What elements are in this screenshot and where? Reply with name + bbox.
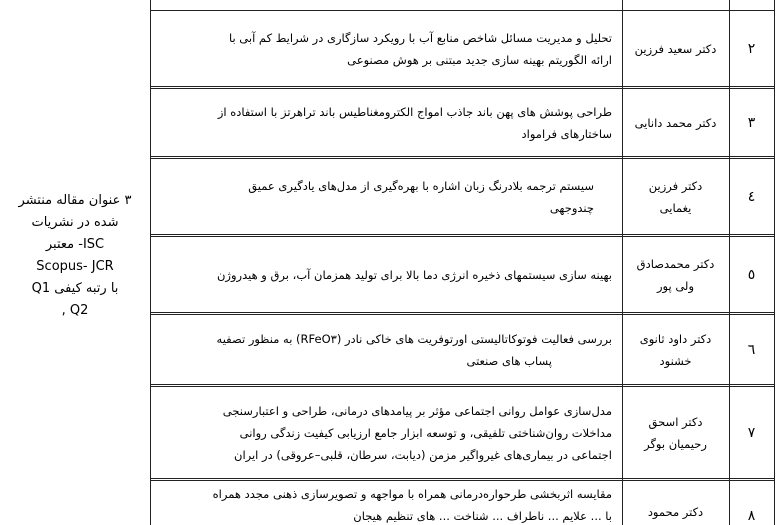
title-line: مداخلات روان‌شناختی تلفیقی، و توسعه ابزار جامع ارزیابی کیفیت زندگی روانی — [239, 425, 612, 440]
project-title — [150, 89, 622, 156]
project-title — [150, 237, 622, 312]
project-title — [150, 387, 622, 478]
row-number: ٦ — [747, 341, 756, 358]
name-line: خشنود — [659, 353, 692, 368]
title-line: مدل‌سازی عوامل روانی اجتماعی مؤثر بر پیامدهای درمانی، طراحی و اعتبارسنجی — [222, 403, 612, 418]
supervisor-name — [622, 481, 729, 525]
supervisor-name — [622, 159, 729, 234]
row-number: ۲ — [747, 40, 756, 57]
title-line: ساختارهای فرامواد — [521, 126, 612, 141]
name-line: دکتر فرزین — [648, 178, 703, 193]
title-line: بهینه سازی سیستمهای ذخیره انرژی دما بالا برای تولید همزمان آب، برق و هیدروژن — [216, 267, 612, 282]
title-line: با ... علایم ... ناطراف ... شناخت ... های تنظیم هیجان — [353, 509, 612, 523]
project-title — [150, 159, 622, 234]
title-line: ارائه الگوریتم بهینه سازی جدید مبتنی بر هوش مصنوعی — [347, 52, 612, 67]
name-line: یغمایی — [659, 200, 692, 215]
title-line: چندوجهی — [549, 200, 594, 215]
requirement-line: ۳ عنوان مقاله منتشر — [18, 193, 132, 208]
title-line: پساب های صنعتی — [466, 353, 552, 368]
requirement-line: ISC- معتبر — [45, 237, 105, 252]
requirement-line: شده در نشریات — [31, 215, 119, 230]
title-line: مقایسه اثربخشی طرحواره‌درمانی همراه با مواجهه و تصویرسازی ذهنی مجدد همراه — [212, 487, 612, 501]
supervisor-name — [622, 387, 729, 478]
column-divider-right-edge — [774, 0, 775, 525]
supervisor-name — [622, 11, 729, 86]
supervisor-name — [622, 89, 729, 156]
requirement-line: , Q2 — [61, 303, 89, 318]
title-line: سیستم ترجمه بلادرنگ زبان اشاره با بهره‌گیری از مدل‌های یادگیری عمیق — [248, 178, 594, 193]
row-number: ۳ — [747, 114, 756, 131]
title-line: بررسی فعالیت فوتوکاتالیستی اورتوفریت های خاکی نادر (RFeO۳) به منظور تصفیه — [216, 331, 612, 346]
name-line: دکتر اسحق — [648, 414, 703, 429]
row-number: ۸ — [747, 508, 756, 524]
requirement-line: با رتبه کیفی Q1 — [31, 281, 119, 296]
name-line: دکتر داود ثانوی — [639, 331, 712, 346]
publication-requirement-cell — [0, 190, 150, 390]
project-title — [150, 481, 622, 525]
name-line: دکتر محمود — [647, 505, 704, 519]
project-title — [150, 315, 622, 384]
name-line: دکتر محمد دانایی — [634, 115, 717, 130]
supervisor-name — [622, 315, 729, 384]
name-line: دکتر سعید فرزین — [634, 41, 717, 56]
title-line: تحلیل و مدیریت مسائل شاخص منابع آب با رویکرد سازگاری در شرایط کم آبی با — [228, 30, 612, 45]
project-title — [150, 11, 622, 86]
row-number: ٥ — [747, 266, 756, 283]
row-number: ٤ — [747, 188, 756, 205]
supervisor-name — [622, 237, 729, 312]
name-line: رحیمیان بوگر — [644, 436, 707, 451]
title-line: طراحی پوشش های پهن باند جاذب امواج الکترومغناطیس باند تراهرتز با استفاده از — [217, 104, 612, 119]
row-number: ۷ — [747, 424, 756, 441]
name-line: ولی پور — [657, 278, 694, 293]
name-line: دکتر محمدصادق — [636, 256, 715, 271]
title-line: اجتماعی در بیماری‌های غیرواگیر مزمن (دیابت، سرطان، قلبی–عروقی) در ایران — [234, 447, 612, 462]
requirement-line: Scopus- JCR — [36, 259, 114, 274]
